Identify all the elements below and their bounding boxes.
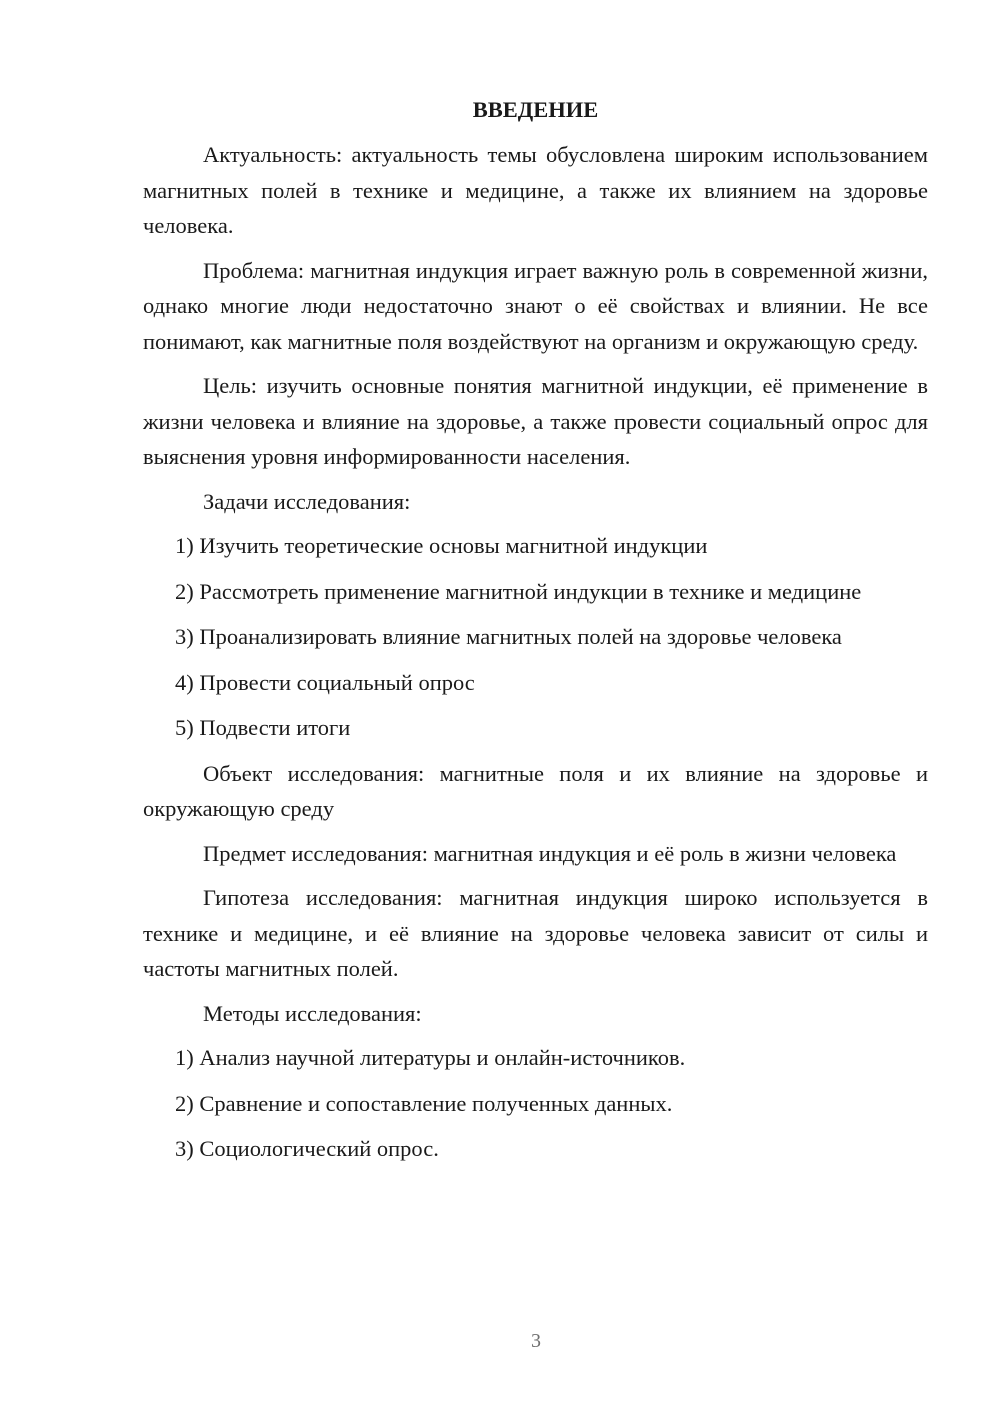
list-item: 2) Сравнение и сопоставление полученных данных. xyxy=(175,1090,673,1116)
paragraph-problem: Проблема: магнитная индукция играет важную роль в современной жизни, однако многие люди недостаточно знают о её свойствах и влиянии. Не все понимают, как магнитные поля воздействуют на организм и окружающую среду. xyxy=(143,257,928,354)
list-item: 5) Подвести итоги xyxy=(175,715,351,740)
paragraph-subject: Предмет исследования: магнитная индукция и её роль в жизни человека xyxy=(203,840,897,866)
paragraph-relevance: Актуальность: актуальность темы обусловлена широким использованием магнитных полей в технике и медицине, а также их влиянием на здоровье человека. xyxy=(143,142,928,238)
section-heading: ВВЕДЕНИЕ xyxy=(472,97,599,122)
paragraph-goal: Цель: изучить основные понятия магнитной индукции, её применение в жизни человека и влияние на здоровье, а также провести социальный опрос для выяснения уровня информированности населения. xyxy=(143,373,928,469)
list-item: 2) Рассмотреть применение магнитной индукции в технике и медицине xyxy=(175,578,862,604)
methods-title: Методы исследования: xyxy=(203,1000,422,1026)
list-item: 1) Анализ научной литературы и онлайн-источников. xyxy=(175,1045,686,1070)
page-number: 3 xyxy=(531,1330,541,1352)
paragraph-object: Объект исследования: магнитные поля и их влияние на здоровье и окружающую среду xyxy=(143,760,928,821)
list-item: 3) Проанализировать влияние магнитных полей на здоровье человека xyxy=(175,624,842,649)
paragraph-hypothesis: Гипотеза исследования: магнитная индукция широко используется в технике и медицине, и её влияние на здоровье человека зависит от силы и частоты магнитных полей. xyxy=(143,885,928,981)
list-item: 3) Социологический опрос. xyxy=(175,1136,439,1161)
methods-list xyxy=(143,1040,928,1167)
tasks-list xyxy=(143,528,928,746)
list-item: 4) Провести социальный опрос xyxy=(175,669,475,695)
list-item: 1) Изучить теоретические основы магнитной индукции xyxy=(175,533,708,558)
page-content xyxy=(143,92,928,1177)
tasks-title: Задачи исследования: xyxy=(203,488,411,514)
